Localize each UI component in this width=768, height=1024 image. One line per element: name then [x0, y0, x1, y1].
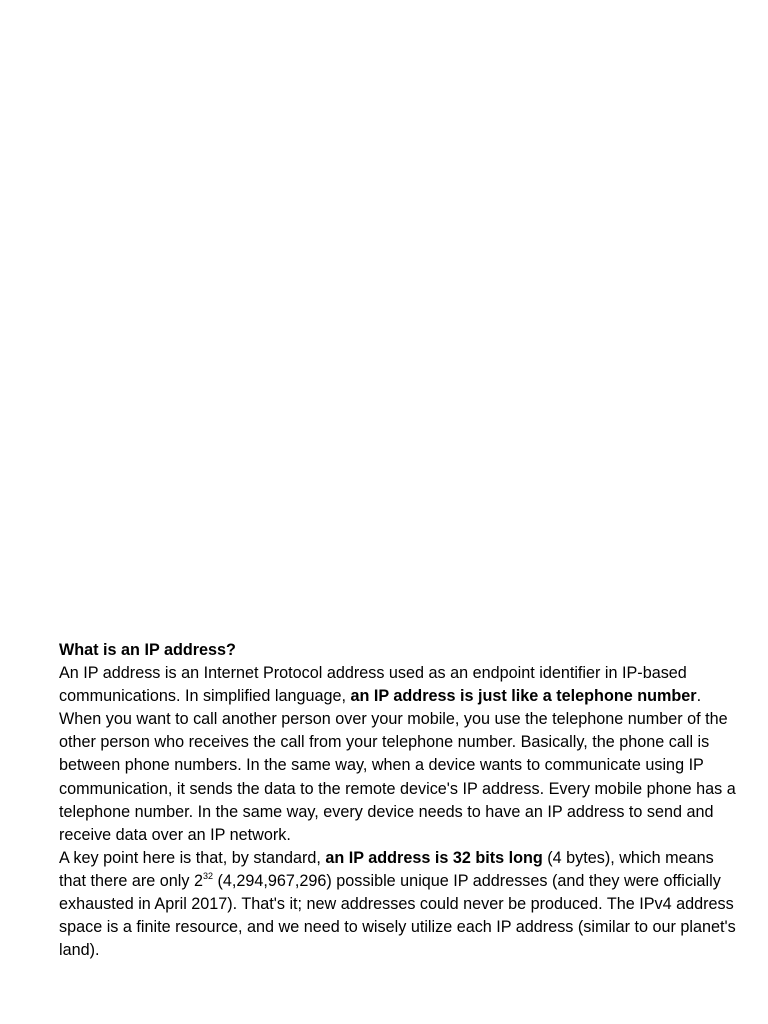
document-body — [59, 639, 739, 962]
paragraph-text: . When you want to call another person over your mobile, you use the telephone number of the other person who receives the call from your telephone number. Basically, the phone call is between phone numbers. In the same way, when a device wants to communicate using IP communication, it sends the data to the remote device's IP address. Every mobile phone has a telephone number. In the same way, every device needs to have an IP address to send and receive data over an IP network. — [59, 687, 736, 844]
section-heading: What is an IP address? — [59, 641, 236, 659]
paragraph-text: An IP address is an Internet Protocol address used as an endpoint identifier in IP-based communications. In simplified language, — [59, 664, 687, 706]
exponent: 32 — [202, 870, 213, 881]
bold-emphasis: an IP address is just like a telephone number — [350, 687, 697, 706]
paragraph-text: A key point here is that, by standard, — [59, 848, 326, 867]
paragraph-ip-address-definition — [59, 662, 739, 847]
bold-emphasis: an IP address is 32 bits long — [325, 848, 543, 867]
paragraph-text: (4 bytes), which means that there are only 2 — [59, 848, 714, 890]
paragraph-ip-address-size — [59, 847, 739, 962]
paragraph-text: (4,294,967,296) possible unique IP addresses (and they were officially exhausted in April 2017). That's it; new addresses could never be produced. The IPv4 address space is a finite resource, and we need to wisely utilize each IP address (similar to our planet's land). — [59, 871, 736, 960]
